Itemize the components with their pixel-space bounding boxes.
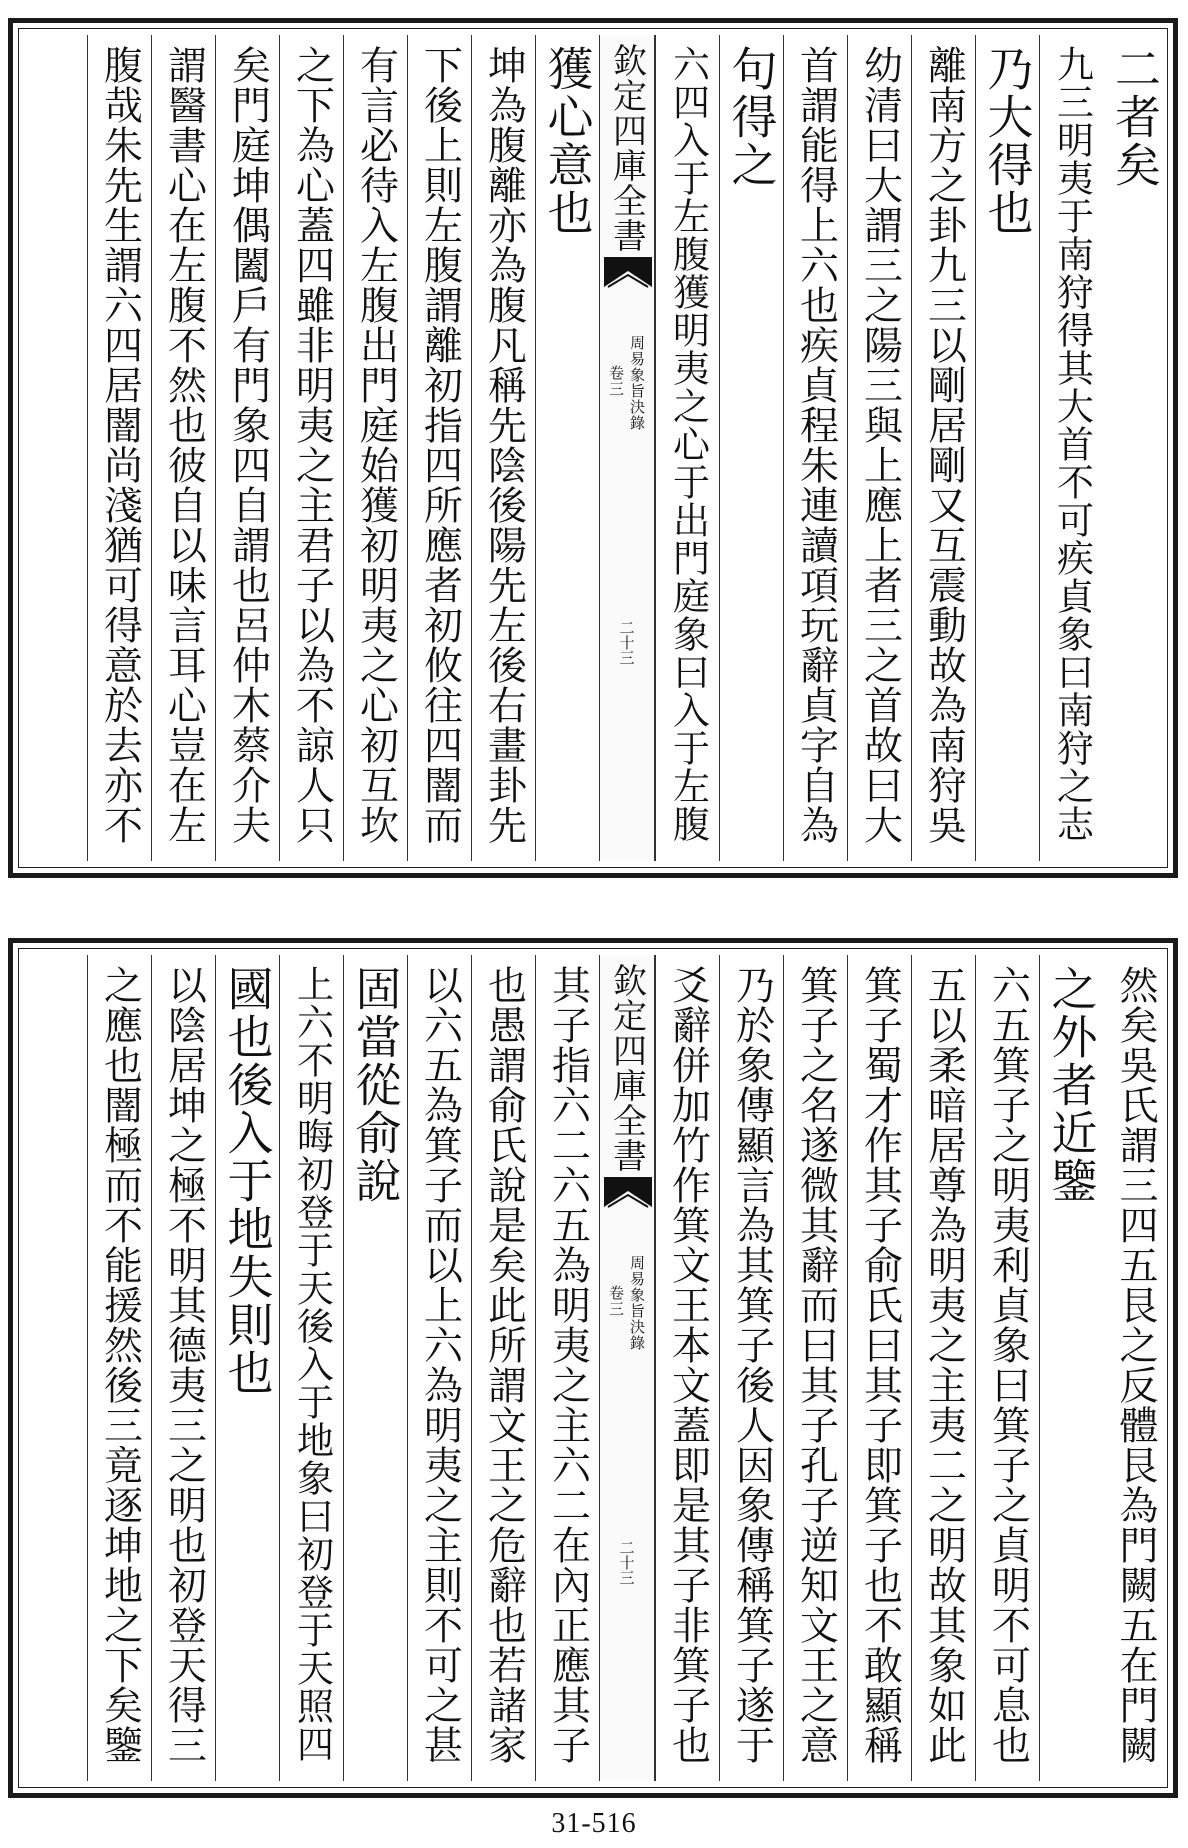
column-text: 坤為腹離亦為腹凡稱先陰後陽先左後右畫卦先 (481, 45, 527, 845)
column-text: 九三明夷于南狩得其大首不可疾貞象曰南狩之志 (1050, 45, 1094, 843)
center-fold-column (599, 35, 655, 861)
collection-title: 欽定四庫全書 (606, 43, 647, 253)
volume-label: 卷三 (607, 1285, 625, 1317)
fishtail-mark-icon (604, 1177, 652, 1221)
text-column (343, 35, 407, 861)
column-text: 獲心意也 (540, 45, 595, 237)
text-column (783, 35, 847, 861)
text-column (1103, 35, 1167, 861)
text-column (911, 35, 975, 861)
column-text: 乃於象傳顯言為其箕子後人因象傳稱箕子遂于 (729, 965, 775, 1765)
column-text: 然矣吳氏謂三四五艮之反體艮為門闕五在門闕 (1113, 965, 1158, 1765)
column-text: 六四入于左腹獲明夷之心于出門庭象曰入于左腹 (666, 45, 710, 843)
column-text: 之下為心蓋四雖非明夷之主君子以為不諒人只 (289, 45, 335, 845)
column-text: 箕子蜀才作其子俞氏曰其子即箕子也不敢顯稱 (857, 965, 903, 1765)
volume-label: 卷三 (607, 365, 625, 397)
column-text: 以六五為箕子而以上六為明夷之主則不可之甚 (417, 965, 463, 1765)
column-text: 六五箕子之明夷利貞象曰箕子之貞明不可息也 (985, 965, 1031, 1765)
column-text: 二者矣 (1108, 45, 1162, 189)
column-text: 國也後入于地失則也 (220, 965, 275, 1397)
collection-title: 欽定四庫全書 (606, 963, 647, 1173)
book-title: 周易象旨決錄 (628, 335, 646, 431)
column-text: 爻辭併加竹作箕文王本文蓋即是其子非箕子也 (665, 965, 711, 1765)
center-fold-column (599, 955, 655, 1781)
column-text: 乃大得也 (980, 45, 1035, 237)
text-column (87, 35, 151, 861)
column-text: 句得之 (724, 45, 779, 189)
text-column (279, 955, 343, 1781)
page-code: 31-516 (551, 1808, 637, 1839)
column-text: 離南方之卦九三以剛居剛又互震動故為南狩吳 (921, 45, 967, 845)
text-column (151, 955, 215, 1781)
text-column (87, 955, 151, 1781)
text-column (535, 35, 599, 861)
column-text: 腹哉朱先生謂六四居闇尚淺猶可得意於去亦不 (97, 45, 143, 845)
text-column (655, 955, 719, 1781)
text-column (1039, 955, 1103, 1781)
column-text: 固當從俞說 (348, 965, 403, 1205)
text-column (215, 955, 279, 1781)
column-text: 以陰居坤之極不明其德夷三之明也初登天得三 (161, 965, 207, 1765)
column-text: 其子指六二六五為明夷之主六二在內正應其子 (545, 965, 591, 1765)
text-column (911, 955, 975, 1781)
upper-page-panel (8, 18, 1178, 878)
column-text: 之應也闇極而不能援然後三竟逐坤地之下矣鑒 (97, 965, 143, 1765)
column-text: 也愚謂俞氏說是矣此所謂文王之危辭也若諸家 (481, 965, 527, 1765)
text-column (471, 955, 535, 1781)
text-column (975, 35, 1039, 861)
text-column (151, 35, 215, 861)
column-text: 上六不明晦初登于天後入于地象曰初登于天照四 (290, 965, 334, 1763)
column-text: 首謂能得上六也疾貞程朱連讀項玩辭貞字自為 (793, 45, 839, 845)
column-text: 五以柔暗居尊為明夷之主夷二之明故其象如此 (921, 965, 967, 1765)
text-column (719, 955, 783, 1781)
text-column (655, 35, 719, 861)
text-column (407, 955, 471, 1781)
text-column (1103, 955, 1167, 1781)
text-column (535, 955, 599, 1781)
column-text: 箕子之名遂微其辭而曰其子孔子逆知文王之意 (793, 965, 839, 1765)
fishtail-mark-icon (604, 257, 652, 301)
folio-number: 二十三 (617, 620, 636, 665)
text-column (279, 35, 343, 861)
text-column (215, 35, 279, 861)
text-column (1039, 35, 1103, 861)
text-column (975, 955, 1039, 1781)
text-column (719, 35, 783, 861)
text-column (847, 955, 911, 1781)
lower-page-panel (8, 938, 1178, 1798)
upper-page-frame (18, 28, 1168, 868)
text-column (783, 955, 847, 1781)
text-column (471, 35, 535, 861)
text-column (847, 35, 911, 861)
column-text: 謂醫書心在左腹不然也彼自以味言耳心豈在左 (161, 45, 207, 845)
column-text: 下後上則左腹謂離初指四所應者初攸往四闇而 (417, 45, 463, 845)
folio-number: 二十三 (617, 1540, 636, 1585)
text-column (407, 35, 471, 861)
text-column (343, 955, 407, 1781)
book-title: 周易象旨決錄 (628, 1255, 646, 1351)
column-text: 幼清曰大謂三之陽三與上應上者三之首故曰大 (857, 45, 903, 845)
column-text: 矣門庭坤偶闔戶有門象四自謂也呂仲木蔡介夫 (225, 45, 271, 845)
column-text: 有言必待入左腹出門庭始獲初明夷之心初互坎 (353, 45, 399, 845)
lower-page-frame (18, 948, 1168, 1788)
column-text: 之外者近鑒 (1044, 965, 1099, 1205)
